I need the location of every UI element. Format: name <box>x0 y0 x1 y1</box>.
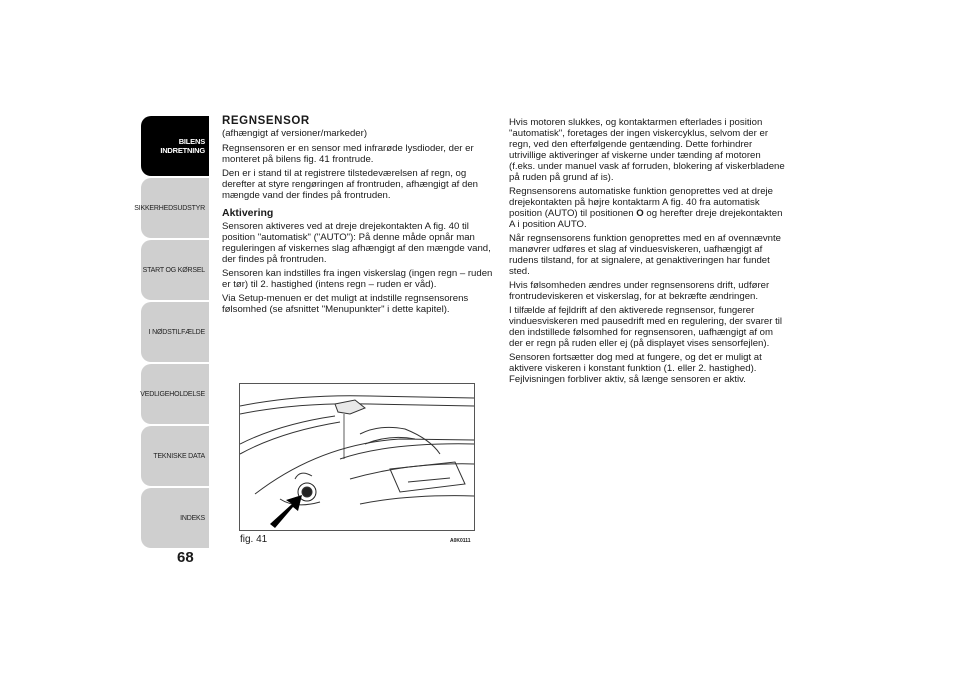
tab-indeks[interactable] <box>141 488 209 548</box>
paragraph: Via Setup-menuen er det muligt at indstille regnsensorens følsomhed (se afsnittet "Menupunkter" i dette kapitel). <box>222 293 469 315</box>
paragraph: Den er i stand til at registrere tilstedeværelsen af regn, og derefter at styre rengøringen af frontruden, afhængigt af den mængde vand der findes på frontruden. <box>222 168 478 201</box>
paragraph-restore <box>509 186 787 230</box>
tab-label: BILENS INDRETNING <box>160 137 205 155</box>
tab-i-nodstilfaelde[interactable] <box>141 302 209 362</box>
page-number: 68 <box>177 549 194 566</box>
section-heading: REGNSENSOR <box>222 115 310 127</box>
section-subtitle: (afhængigt af versioner/markeder) <box>222 128 368 139</box>
tab-label: SIKKERHEDSUDSTYR <box>134 204 205 212</box>
tab-tekniske-data[interactable] <box>141 426 209 486</box>
tab-start-og-korsel[interactable] <box>141 240 209 300</box>
tab-sikkerhedsudstyr[interactable] <box>134 178 209 238</box>
restore-text-b: og herefter dreje drejekontakten A i position AUTO. <box>509 208 783 230</box>
windshield-illustration <box>240 384 475 531</box>
paragraph: Sensoren fortsætter dog med at fungere, og det er muligt at aktivere viskeren i konstant funktion (1. eller 2. hastighed). Fejlvisningen forbliver aktiv, så længe sensoren er aktiv. <box>509 352 762 385</box>
tab-label: START OG KØRSEL <box>142 266 205 274</box>
tab-label: TEKNISKE DATA <box>153 452 205 460</box>
paragraph: Sensoren kan indstilles fra ingen viskerslag (ingen regn – ruden er tør) til 2. hastighed (intens regn – ruden er våd). <box>222 268 493 290</box>
right-column <box>509 117 787 388</box>
tab-label: I NØDSTILFÆLDE <box>148 328 205 336</box>
tab-label: INDEKS <box>180 514 205 522</box>
figure-caption: fig. 41 <box>240 534 268 545</box>
restore-text-a: Regnsensorens automatiske funktion genoprettes ved at dreje drejekontakten på højre kontaktarm A fig. 40 fra automatisk position (AUTO) til positionen <box>509 186 773 219</box>
paragraph: Hvis motoren slukkes, og kontaktarmen efterlades i position "automatisk", foretages der ingen viskercyklus, selvom der er regn, ved den efterfølgende gentænding. Dette forhindrer utrivillige aktiveringer af viskerne under tænding af motoren (f.eks. under manuel vask af forruden, blokering af viskerbladene på ruden på grund af is). <box>509 117 785 183</box>
tab-bilens-indretning[interactable] <box>141 116 209 176</box>
paragraph: Hvis følsomheden ændres under regnsensorens drift, udfører frontrudeviskeren et viskerslag, for at bekræfte ændringen. <box>509 280 770 302</box>
figure-code: A0K0111 <box>450 538 471 544</box>
paragraph: Når regnsensorens funktion genoprettes med en af ovennævnte manøvrer udføres et slag af vinduesviskeren, uafhængigt af rudens tilstand, for at signalere, at genaktiveringen har fundet sted. <box>509 233 781 277</box>
tab-label: VEDLIGEHOLDELSE <box>140 390 205 398</box>
paragraph: Sensoren aktiveres ved at dreje drejekontakten A fig. 40 til position "automatisk" ("AUTO"): På denne måde opnår man reguleringen af viskernes slag afhængigt af den mængde vand, der findes på frontruden. <box>222 221 491 265</box>
position-o-symbol: O <box>636 208 644 219</box>
rain-sensor-figure <box>239 383 475 531</box>
tab-vedligeholdelse[interactable] <box>141 364 209 424</box>
paragraph: I tilfælde af fejldrift af den aktiverede regnsensor, fungerer vinduesviskeren med pausedrift med en regulering, der svarer til den indstillede følsomhed for regnsensoren, uafhængigt af om der er regn på ruden eller ej (på displayet vises sensorfejlen). <box>509 305 783 349</box>
left-column <box>222 115 498 318</box>
paragraph: Regnsensoren er en sensor med infrarøde lysdioder, der er monteret på bilens fig. 41 frontrude. <box>222 143 474 165</box>
subheading: Aktivering <box>222 207 274 219</box>
